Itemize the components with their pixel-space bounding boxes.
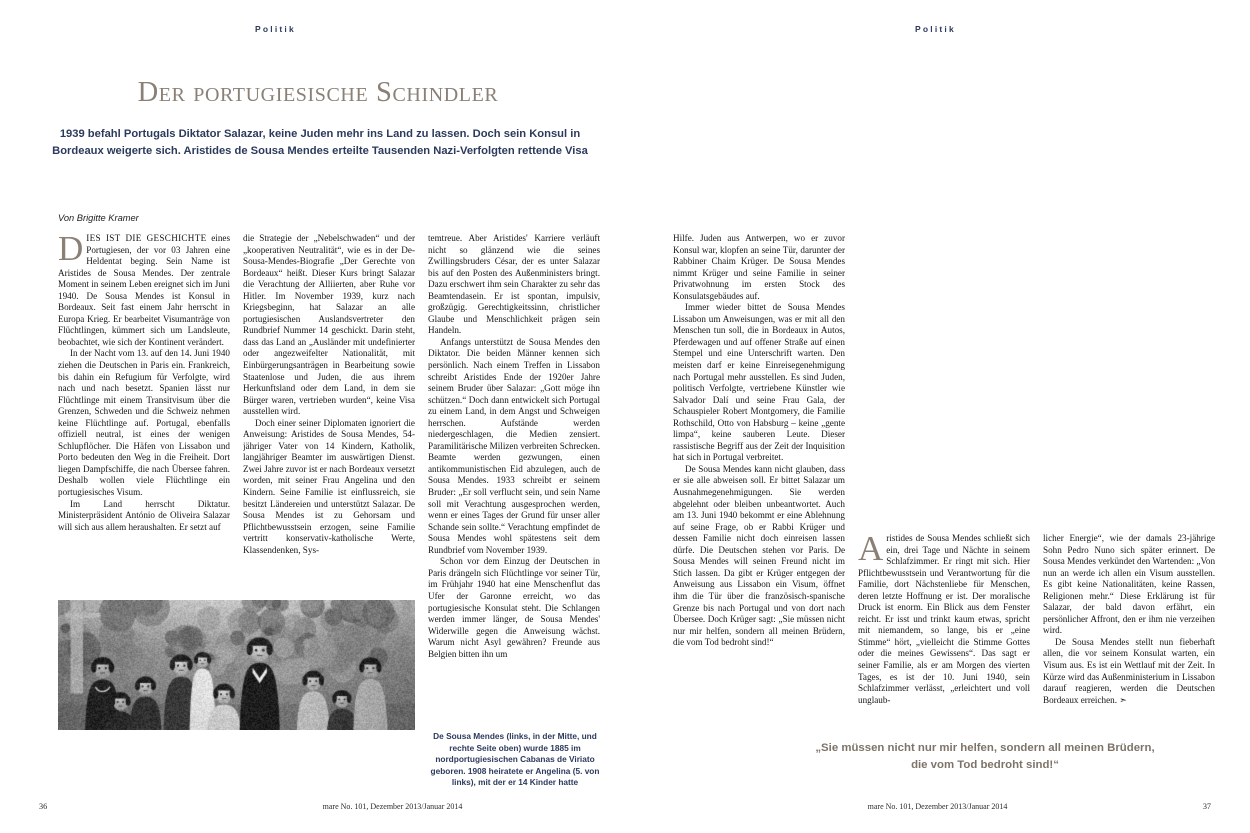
body-column-6 xyxy=(1043,533,1215,733)
body-column-4 xyxy=(673,233,845,713)
photo-caption: De Sousa Mendes (links, in der Mitte, und rechte Seite oben) wurde 1885 im nordportugiesischen Cabanas de Viriato geboren. 1908 heiratete er Angelina (5. von links), mit der er 14 Kinder hatte xyxy=(430,731,600,788)
paragraph-1-rest: eines Portugiesen, der vor 03 Jahren eine Heldentat beging. Sein Name ist Aristides de Sousa Mendes. Der zentrale Moment in seinem Leben ereignet sich im Juni 1940. De Sousa Mendes ist Konsul in Bordeaux. Seit fast einem Jahr herrscht in Europa Krieg. Er bearbeitet Visumanträge von Flüchtlingen, kümmert sich um Landsleute, beobachtet, wie sich der Kontinent verändert. xyxy=(58,233,230,347)
folio-right: 37 xyxy=(1202,802,1211,811)
standfirst: 1939 befahl Portugals Diktator Salazar, keine Juden mehr ins Land zu lassen. Doch sein Konsul in Bordeaux weigerte sich. Aristides de Sousa Mendes erteilte Tausenden Nazi-Verfolgten rettende Visa xyxy=(52,128,588,157)
running-head-left: Politik xyxy=(255,24,296,34)
paragraph: licher Energie“, wie der damals 23-jährige Sohn Pedro Nuno sich später erinnert. De Sousa Mendes verkündet den Wartenden: „Von nun an werde ich allen ein Visum ausstellen. Es gibt keine Nationalitäten, keine Rassen, Religionen mehr.“ Diese Erklärung ist für Salazar, der bald davon erfährt, ein persönlicher Affront, den er ihm nie verzeihen wird. xyxy=(1043,533,1215,636)
paragraph: Im Land herrscht Diktatur. Ministerpräsident António de Oliveira Salazar will sich aus allem heraushalten. Er setzt auf xyxy=(58,498,230,532)
issue-line-left: mare No. 101, Dezember 2013/Januar 2014 xyxy=(322,802,463,811)
byline: Von Brigitte Kramer xyxy=(58,213,139,223)
lead-smallcaps: IES IST DIE GESCHICHTE xyxy=(86,233,207,243)
running-head-right: Politik xyxy=(915,24,956,34)
paragraph: Hilfe. Juden aus Antwerpen, wo er zuvor Konsul war, klopfen an seine Tür, darunter der Rabbiner Chaim Krüger. De Sousa Mendes nimmt Krüger und seine Familie in seiner Privatwohnung im ersten Stock des Konsulatsgebäudes auf. xyxy=(673,233,845,301)
folio-left: 36 xyxy=(39,802,48,811)
paragraph: Doch einer seiner Diplomaten ignoriert die Anweisung: Aristides de Sousa Mendes, 54-jähriger Vater von 14 Kindern, Katholik, langjähriger Beamter im auswärtigen Dienst. Zwei Jahre zuvor ist er nach Bordeaux versetzt worden, mit seiner Frau Angelina und den Kindern. Seine Familie ist einflussreich, sie besitzt Ländereien und unterstützt Salazar. De Sousa Mendes ist zu Gehorsam und Pflichtbewusstsein erzogen, seine Familie vertritt konservativ-katholische Werte, Klassendenken, Sys- xyxy=(243,417,415,555)
pull-quote xyxy=(740,740,1230,774)
body-column-5 xyxy=(858,533,1030,733)
page-title: Der portugiesische Schindler xyxy=(137,77,499,108)
drop-cap-d: D xyxy=(58,233,84,268)
paragraph: In der Nacht vom 13. auf den 14. Juni 1940 ziehen die Deutschen in Paris ein. Frankreich, bis dahin ein Refugium für Verfolgte, wird nach und nach besetzt. Spanien lässt nur Flüchtlinge mit einem Transitvisum über die Grenzen, Schweden und die Schweiz nehmen keine Flüchtlinge auf. Portugal, ebenfalls offiziell neutral, ist eines der wenigen Schlupflöcher. Die Häfen von Lissabon und Porto bedeuten den Weg in die Freiheit. Dort liegen Dampfschiffe, die nach Übersee fahren. Deshalb wollen viele Flüchtlinge ein portugiesisches Visum. xyxy=(58,348,230,498)
family-photo xyxy=(58,600,415,730)
body-column-3 xyxy=(428,233,600,718)
paragraph: De Sousa Mendes stellt nun fieberhaft allen, die vor seinem Konsulat warten, ein Visum aus. Es ist ein Wettlauf mit der Zeit. In Kürze wird das Außenministerium in Lissabon darauf reagieren, werden die Deutschen Bordeaux erreichen. ➣ xyxy=(1043,636,1215,705)
body-column-1 xyxy=(58,233,230,553)
issue-line-right: mare No. 101, Dezember 2013/Januar 2014 xyxy=(867,802,1008,811)
paragraph: De Sousa Mendes kann nicht glauben, dass er sie alle abweisen soll. Er bittet Salazar um Ausnahmegenehmigungen. Sie werden abgelehnt oder bleiben unbeantwortet. Auch am 13. Juni 1940 bekommt er eine Ablehnung auf seine Frage, ob er Rabbi Krüger und dessen Familie nicht doch einreisen lassen dürfe. Die Deutschen stehen vor Paris. De Sousa Mendes will seinen Freund nicht im Stich lassen. Da gibt er Krüger entgegen der Anweisung aus Lissabon ein Visum, öffnet ihm die Tür über die französisch-spanische Grenze bis nach Portugal und von dort nach Übersee. Doch Krüger sagt: „Sie müssen nicht nur mir helfen, sondern all meinen Brüdern, die vom Tod bedroht sind!“ xyxy=(673,463,845,648)
paragraph: Anfangs unterstützt de Sousa Mendes den Diktator. Die beiden Männer kennen sich persönlich. Nach einem Treffen in Lissabon schreibt Aristides Ende der 1920er Jahre seinem Bruder über Salazar: „Gott möge ihn schützen.“ Doch dann entwickelt sich Portugal zu einem Land, in dem Angst und Schweigen herrschen. Aufstände werden niedergeschlagen, die Medien zensiert. Paramilitärische Milizen verbreiten Schrecken. Beamte werden gezwungen, einen antikommunistischen Eid abzulegen, auch de Sousa Mendes. 1933 schreibt er seinem Bruder: „Er soll verflucht sein, und sein Name soll mit Verachtung ausgesprochen werden, wenn er eines Tages der Grund für unser aller Schande sein sollte.“ Verachtung empfindet de Sousa Mendes wohl spätestens seit dem Rundbrief vom November 1939. xyxy=(428,336,600,555)
paragraph: temtreue. Aber Aristides' Karriere verläuft nicht so glänzend wie die seines Zwillingsbruders César, der es unter Salazar bis auf den Posten des Außenministers bringt. Dazu erschwert ihm sein Charakter zu sehr das Beamtendasein. Er ist spontan, impulsiv, großzügig. Gerechtigkeitssinn, christlicher Glaube und Menschlichkeit prägen sein Handeln. xyxy=(428,233,600,336)
pull-quote-line-2: die vom Tod bedroht sind!“ xyxy=(911,759,1059,771)
paragraph: Immer wieder bittet de Sousa Mendes Lissabon um Anweisungen, was er mit all den Menschen tun soll, die in Bordeaux in Autos, Pferdewagen und auf offener Straße auf einen Stempel und eine Unterschrift warten. Den meisten darf er keine Einreisegenehmigung nach Portugal mehr ausstellen. Es sind Juden, politisch Verfolgte, vertriebene Künstler wie Salvador Dalí und seine Frau Gala, der Schauspieler Robert Montgomery, die Familie Rothschild, Otto von Habsburg – keine „gente limpa“, keine sauberen Leute. Dieser rassistische Begriff aus der Zeit der Inquisition hat sich in Portugal verbreitet. xyxy=(673,302,845,463)
paragraph-rest: ristides de Sousa Mendes schließt sich ein, drei Tage und Nächte in seinem Schlafzimmer. Er ringt mit sich. Hier Pflichtbewusstsein und Verantwortung für die Familie, dort Nächstenliebe für Menschen, deren letzte Hoffnung er ist. Der moralische Druck ist enorm. Ein Blick aus dem Fenster reicht. Er isst und trinkt kaum etwas, spricht mit niemandem, so lange, bis er „eine Stimme“ hört, „vielleicht die Stimme Gottes oder die meines Gewissens“. Das sagt er seiner Familie, als er am Morgen des vierten Tages, es ist der 10. Juni 1940, sein Schlafzimmer verlässt, „erleichtert und voll unglaub- xyxy=(858,533,1030,705)
drop-cap-a: A xyxy=(858,533,884,568)
body-column-2 xyxy=(243,233,415,628)
paragraph: die Strategie der „Nebelschwaden“ und der „kooperativen Neutralität“, wie es in der De-Sousa-Mendes-Biografie „Der Gerechte von Bordeaux“ heißt. Dieser Kurs bringt Salazar die Verachtung der Alliierten, aber Ruhe vor Hitler. Im November 1939, kurz nach Kriegsbeginn, hat Salazar an alle portugiesischen Auslandsvertreter den Rundbrief Nummer 14 geschickt. Darin steht, dass das Land an „Ausländer mit undefinierter oder angezweifelter Nationalität, mit Einbürgerungsanträgen in Bearbeitung sowie Staatenlose und Juden, die aus ihrem Herkunftsland oder dem Land, in dem sie Bürger waren, vertrieben wurden“, keine Visa ausstellen wird. xyxy=(243,233,415,417)
paragraph: Schon vor dem Einzug der Deutschen in Paris drängeln sich Flüchtlinge vor seiner Tür, im Frühjahr 1940 hat eine Menschenflut das Ufer der Garonne erreicht, wo das portugiesische Konsulat steht. Die Schlangen werden immer länger, de Sousa Mendes' Widerwille gegen die Anweisung wächst. Warum nicht Asyl gewähren? Freunde aus Belgien bitten ihn um xyxy=(428,556,600,659)
pull-quote-line-1: „Sie müssen nicht nur mir helfen, sondern all meinen Brüdern, xyxy=(815,742,1155,754)
family-photo-canvas xyxy=(58,600,415,730)
